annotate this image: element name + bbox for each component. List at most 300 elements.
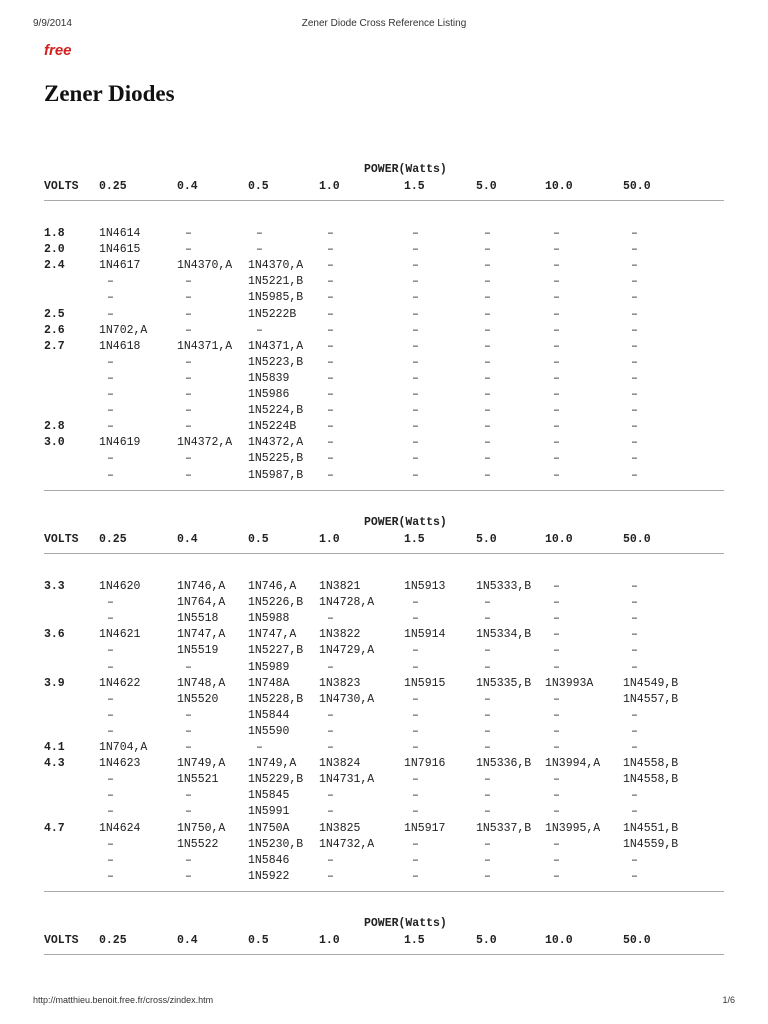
part-cell: 1N4618 — [99, 339, 141, 353]
part-cell: – — [107, 307, 114, 321]
table-row — [0, 452, 768, 468]
part-cell: – — [553, 692, 560, 706]
part-cell: – — [107, 371, 114, 385]
column-header: 5.0 — [476, 180, 497, 193]
volts-cell: 4.1 — [44, 741, 65, 754]
part-cell: – — [412, 724, 419, 738]
part-cell: 1N4731,A — [319, 773, 375, 787]
part-cell: – — [553, 371, 560, 385]
part-cell: – — [553, 869, 560, 883]
volts-cell: 2.7 — [44, 339, 65, 353]
part-cell: 1N747,A — [248, 628, 297, 642]
column-header: 10.0 — [545, 533, 573, 546]
part-cell: – — [484, 323, 491, 337]
part-cell: – — [412, 837, 419, 851]
part-cell: – — [553, 307, 560, 321]
part-cell: – — [412, 692, 419, 706]
part-cell: – — [107, 596, 114, 610]
part-cell: – — [327, 371, 334, 385]
part-cell: – — [107, 452, 114, 466]
part-cell: 1N5985,B — [248, 291, 304, 305]
part-cell: – — [107, 275, 114, 289]
part-cell: – — [412, 420, 419, 434]
part-cell: – — [484, 789, 491, 803]
part-cell: 1N5521 — [177, 773, 219, 787]
part-cell: – — [412, 805, 419, 819]
table-row — [0, 404, 768, 420]
part-cell: – — [327, 420, 334, 434]
part-cell: – — [553, 420, 560, 434]
part-cell: – — [412, 741, 419, 754]
table-row — [0, 773, 768, 789]
table-row — [0, 644, 768, 660]
table-row — [0, 789, 768, 805]
part-cell: – — [412, 243, 419, 257]
part-cell: – — [631, 724, 638, 738]
header-doc-title: Zener Diode Cross Reference Listing — [301, 18, 467, 29]
part-cell: 1N4624 — [99, 821, 141, 835]
header-divider — [44, 553, 724, 554]
part-cell: 1N4557,B — [623, 692, 679, 706]
part-cell: – — [631, 227, 638, 240]
part-cell: – — [484, 805, 491, 819]
part-cell: 1N4621 — [99, 628, 141, 642]
header-date: 9/9/2014 — [33, 18, 72, 29]
column-header: 5.0 — [476, 533, 497, 546]
column-header: VOLTS — [44, 533, 79, 546]
part-cell: – — [553, 644, 560, 658]
part-cell: 1N5337,B — [476, 821, 532, 835]
volts-cell: 3.9 — [44, 676, 65, 690]
part-cell: 1N4729,A — [319, 644, 375, 658]
part-cell: – — [484, 773, 491, 787]
column-header: VOLTS — [44, 934, 79, 947]
part-cell: 1N5518 — [177, 612, 219, 626]
part-cell: – — [631, 853, 638, 867]
part-cell: – — [185, 452, 192, 466]
part-cell: – — [631, 339, 638, 353]
part-cell: – — [631, 275, 638, 289]
part-cell: – — [553, 275, 560, 289]
table-row — [0, 340, 768, 356]
part-cell: – — [107, 468, 114, 482]
column-header: 50.0 — [623, 934, 651, 947]
part-cell: – — [327, 227, 334, 240]
part-cell: – — [327, 307, 334, 321]
part-cell: – — [553, 741, 560, 754]
column-header: 1.0 — [319, 934, 340, 947]
part-cell: – — [553, 452, 560, 466]
part-cell: – — [327, 612, 334, 626]
part-cell: – — [631, 644, 638, 658]
part-cell: 1N3994,A — [545, 757, 601, 771]
part-cell: – — [553, 404, 560, 418]
part-cell: – — [631, 420, 638, 434]
column-header: 0.25 — [99, 934, 127, 947]
table-row — [0, 725, 768, 741]
power-label: POWER(Watts) — [364, 917, 447, 930]
part-cell: 1N5225,B — [248, 452, 304, 466]
part-cell: – — [631, 628, 638, 642]
part-cell: 1N5590 — [248, 724, 290, 738]
part-cell: – — [484, 468, 491, 482]
table-row — [0, 870, 768, 886]
part-cell: 1N749,A — [248, 757, 297, 771]
part-cell: – — [412, 708, 419, 722]
column-header: 1.0 — [319, 533, 340, 546]
free-logo[interactable]: free — [44, 42, 72, 59]
part-cell: 1N5335,B — [476, 676, 532, 690]
column-header: VOLTS — [44, 180, 79, 193]
table-row — [0, 709, 768, 725]
part-cell: 1N4617 — [99, 259, 141, 273]
column-header: 10.0 — [545, 180, 573, 193]
part-cell: – — [631, 404, 638, 418]
part-cell: – — [256, 323, 263, 337]
part-cell: – — [631, 436, 638, 450]
part-cell: 1N5844 — [248, 708, 290, 722]
part-cell: 1N5915 — [404, 676, 446, 690]
part-cell: – — [631, 789, 638, 803]
footer-page-number: 1/6 — [722, 995, 735, 1005]
part-cell: – — [631, 307, 638, 321]
volts-cell: 3.3 — [44, 580, 65, 593]
part-cell: – — [484, 355, 491, 369]
part-cell: – — [412, 468, 419, 482]
column-header: 50.0 — [623, 533, 651, 546]
part-cell: – — [185, 660, 192, 674]
part-cell: – — [412, 355, 419, 369]
part-cell: – — [553, 468, 560, 482]
part-cell: – — [107, 660, 114, 674]
column-header: 1.5 — [404, 934, 425, 947]
part-cell: 1N5845 — [248, 789, 290, 803]
part-cell: 1N5987,B — [248, 468, 304, 482]
part-cell: – — [107, 355, 114, 369]
part-cell: 1N3825 — [319, 821, 361, 835]
part-cell: – — [327, 853, 334, 867]
part-cell: – — [107, 853, 114, 867]
column-header: 0.5 — [248, 180, 269, 193]
part-cell: – — [185, 275, 192, 289]
part-cell: – — [327, 404, 334, 418]
part-cell: 1N5221,B — [248, 275, 304, 289]
part-cell: – — [412, 388, 419, 401]
part-cell: 1N5914 — [404, 628, 446, 642]
part-cell: – — [412, 307, 419, 321]
power-label: POWER(Watts) — [364, 163, 447, 176]
volts-cell: 1.8 — [44, 227, 65, 240]
table-row — [0, 227, 768, 243]
column-header: 0.5 — [248, 934, 269, 947]
part-cell: – — [107, 388, 114, 401]
part-cell: 1N5522 — [177, 837, 219, 851]
part-cell: 1N5989 — [248, 660, 290, 674]
part-cell: – — [185, 420, 192, 434]
table-row — [0, 805, 768, 821]
part-cell: 1N3824 — [319, 757, 361, 771]
table-row — [0, 243, 768, 259]
footer-url[interactable]: http://matthieu.benoit.free.fr/cross/zindex.htm — [33, 995, 214, 1005]
part-cell: 1N5922 — [248, 869, 290, 883]
part-cell: 1N4371,A — [177, 339, 233, 353]
part-cell: 1N4622 — [99, 676, 141, 690]
part-cell: – — [107, 789, 114, 803]
part-cell: – — [327, 708, 334, 722]
part-cell: – — [327, 741, 334, 754]
table-row — [0, 436, 768, 452]
part-cell: 1N4620 — [99, 580, 141, 593]
part-cell: – — [327, 468, 334, 482]
part-cell: 1N5222B — [248, 307, 297, 321]
part-cell: – — [631, 660, 638, 674]
part-cell: – — [553, 291, 560, 305]
part-cell: 1N702,A — [99, 323, 148, 337]
table-row — [0, 677, 768, 693]
part-cell: – — [484, 371, 491, 385]
part-cell: – — [185, 468, 192, 482]
table-row — [0, 596, 768, 612]
part-cell: – — [107, 692, 114, 706]
part-cell: – — [484, 420, 491, 434]
part-cell: – — [484, 404, 491, 418]
part-cell: 1N4370,A — [177, 259, 233, 273]
part-cell: – — [553, 388, 560, 401]
part-cell: – — [484, 307, 491, 321]
part-cell: – — [484, 291, 491, 305]
part-cell: – — [553, 837, 560, 851]
part-cell: – — [256, 227, 263, 240]
part-cell: – — [185, 307, 192, 321]
part-cell: – — [327, 869, 334, 883]
column-header: 0.5 — [248, 533, 269, 546]
part-cell: – — [484, 388, 491, 401]
part-cell: 1N4728,A — [319, 596, 375, 610]
part-cell: 1N5991 — [248, 805, 290, 819]
column-header: 1.0 — [319, 180, 340, 193]
part-cell: 1N5913 — [404, 580, 446, 593]
part-cell: 1N4732,A — [319, 837, 375, 851]
part-cell: – — [484, 869, 491, 883]
header-divider — [44, 200, 724, 201]
part-cell: – — [185, 869, 192, 883]
table-row — [0, 612, 768, 628]
part-cell: – — [327, 452, 334, 466]
part-cell: – — [484, 660, 491, 674]
part-cell: 1N5917 — [404, 821, 446, 835]
table-row — [0, 580, 768, 596]
column-header: 50.0 — [623, 180, 651, 193]
part-cell: – — [553, 580, 560, 593]
table-row — [0, 838, 768, 854]
part-cell: – — [484, 227, 491, 240]
part-cell: – — [185, 853, 192, 867]
part-cell: – — [631, 323, 638, 337]
part-cell: – — [412, 660, 419, 674]
part-cell: 1N749,A — [177, 757, 226, 771]
part-cell: – — [631, 580, 638, 593]
part-cell: – — [185, 741, 192, 754]
part-cell: – — [631, 371, 638, 385]
part-cell: 1N750A — [248, 821, 290, 835]
part-cell: – — [484, 339, 491, 353]
section-divider — [44, 891, 724, 892]
volts-cell: 4.3 — [44, 757, 65, 771]
part-cell: 1N4615 — [99, 243, 141, 257]
part-cell: – — [631, 741, 638, 754]
part-cell: – — [327, 243, 334, 257]
part-cell: 1N5227,B — [248, 644, 304, 658]
part-cell: – — [631, 805, 638, 819]
volts-cell: 2.6 — [44, 323, 65, 337]
part-cell: – — [631, 355, 638, 369]
column-header: 10.0 — [545, 934, 573, 947]
part-cell: – — [107, 724, 114, 738]
part-cell: 1N4549,B — [623, 676, 679, 690]
part-cell: – — [185, 388, 192, 401]
part-cell: – — [553, 227, 560, 240]
part-cell: – — [553, 853, 560, 867]
part-cell: – — [484, 259, 491, 273]
part-cell: – — [327, 436, 334, 450]
part-cell: – — [553, 355, 560, 369]
part-cell: – — [631, 612, 638, 626]
part-cell: – — [553, 660, 560, 674]
part-cell: – — [107, 420, 114, 434]
part-cell: – — [412, 371, 419, 385]
table-row — [0, 372, 768, 388]
part-cell: – — [412, 323, 419, 337]
part-cell: 1N5224,B — [248, 404, 304, 418]
part-cell: – — [631, 388, 638, 401]
part-cell: – — [185, 227, 192, 240]
part-cell: – — [631, 259, 638, 273]
part-cell: 1N4559,B — [623, 837, 679, 851]
part-cell: – — [484, 596, 491, 610]
part-cell: – — [107, 773, 114, 787]
part-cell: – — [107, 805, 114, 819]
power-label: POWER(Watts) — [364, 516, 447, 529]
part-cell: 1N5336,B — [476, 757, 532, 771]
part-cell: 1N5224B — [248, 420, 297, 434]
part-cell: – — [327, 339, 334, 353]
part-cell: – — [553, 243, 560, 257]
part-cell: 1N5986 — [248, 388, 290, 401]
part-cell: 1N5519 — [177, 644, 219, 658]
part-cell: – — [412, 436, 419, 450]
part-cell: 1N3993A — [545, 676, 594, 690]
part-cell: – — [185, 323, 192, 337]
part-cell: – — [107, 644, 114, 658]
part-cell: – — [631, 291, 638, 305]
part-cell: – — [107, 869, 114, 883]
part-cell: – — [327, 789, 334, 803]
part-cell: 1N764,A — [177, 596, 226, 610]
part-cell: 1N5846 — [248, 853, 290, 867]
part-cell: – — [107, 708, 114, 722]
part-cell: – — [553, 339, 560, 353]
table-row — [0, 291, 768, 307]
part-cell: 1N3821 — [319, 580, 361, 593]
table-row — [0, 308, 768, 324]
volts-cell: 3.0 — [44, 436, 65, 450]
part-cell: – — [484, 708, 491, 722]
part-cell: – — [185, 805, 192, 819]
part-cell: – — [185, 243, 192, 257]
part-cell: – — [412, 853, 419, 867]
part-cell: – — [412, 612, 419, 626]
part-cell: – — [484, 692, 491, 706]
part-cell: 1N5228,B — [248, 692, 304, 706]
part-cell: – — [631, 596, 638, 610]
part-cell: – — [553, 805, 560, 819]
part-cell: 1N5520 — [177, 692, 219, 706]
table-row — [0, 628, 768, 644]
part-cell: 1N3822 — [319, 628, 361, 642]
part-cell: – — [327, 323, 334, 337]
part-cell: 1N5229,B — [248, 773, 304, 787]
part-cell: – — [631, 869, 638, 883]
part-cell: – — [484, 853, 491, 867]
part-cell: – — [256, 741, 263, 754]
volts-cell: 2.5 — [44, 307, 65, 321]
header-divider — [44, 954, 724, 955]
part-cell: – — [484, 644, 491, 658]
part-cell: – — [327, 660, 334, 674]
part-cell: – — [412, 227, 419, 240]
section-divider — [44, 490, 724, 491]
table-row — [0, 420, 768, 436]
part-cell: 1N704,A — [99, 741, 148, 754]
part-cell: – — [185, 355, 192, 369]
part-cell: 1N4619 — [99, 436, 141, 450]
column-header: 0.4 — [177, 533, 198, 546]
part-cell: – — [327, 724, 334, 738]
part-cell: – — [553, 708, 560, 722]
column-header-row — [0, 180, 768, 196]
column-header: 0.25 — [99, 533, 127, 546]
part-cell: 1N5333,B — [476, 580, 532, 593]
part-cell: 1N4558,B — [623, 773, 679, 787]
part-cell: 1N3995,A — [545, 821, 601, 835]
part-cell: 1N7916 — [404, 757, 446, 771]
part-cell: 1N4614 — [99, 227, 141, 240]
part-cell: – — [484, 275, 491, 289]
part-cell: – — [484, 243, 491, 257]
table-row — [0, 822, 768, 838]
part-cell: – — [553, 628, 560, 642]
part-cell: – — [412, 869, 419, 883]
page-title: Zener Diodes — [44, 81, 175, 106]
column-header: 5.0 — [476, 934, 497, 947]
part-cell: 1N748A — [248, 676, 290, 690]
column-header: 1.5 — [404, 533, 425, 546]
volts-cell: 3.6 — [44, 628, 65, 642]
part-cell: – — [327, 275, 334, 289]
part-cell: – — [553, 259, 560, 273]
part-cell: – — [412, 789, 419, 803]
part-cell: 1N746,A — [177, 580, 226, 593]
part-cell: – — [412, 644, 419, 658]
part-cell: – — [185, 789, 192, 803]
part-cell: – — [631, 452, 638, 466]
part-cell: 1N5988 — [248, 612, 290, 626]
part-cell: – — [412, 339, 419, 353]
part-cell: 1N4372,A — [248, 436, 304, 450]
part-cell: 1N4551,B — [623, 821, 679, 835]
part-cell: – — [327, 355, 334, 369]
part-cell: – — [484, 612, 491, 626]
